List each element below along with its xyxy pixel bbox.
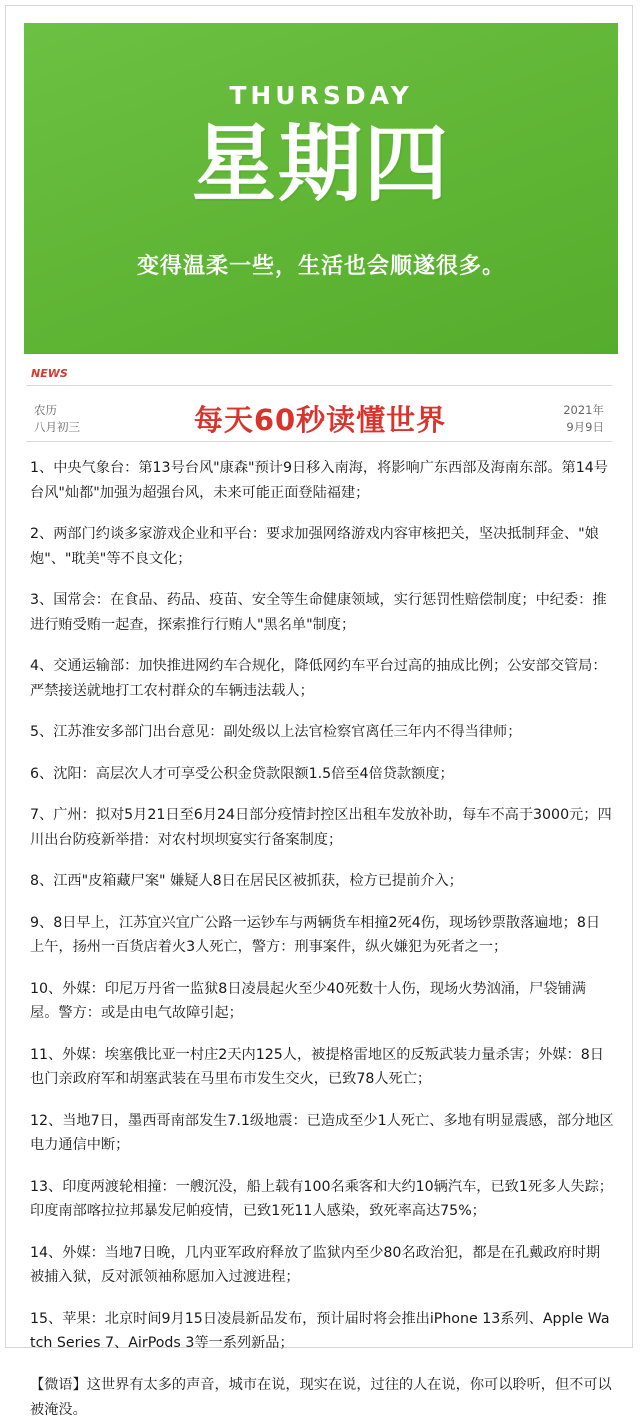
news-item: 3、国常会：在食品、药品、疫苗、安全等生命健康领域，实行惩罚性赔偿制度；中纪委：推进行贿受贿一起查，探索推行行贿人"黑名单"制度；	[30, 592, 607, 633]
news-item: 10、外媒：印尼万丹省一监狱8日凌晨起火至少40死数十人伤，现场火势汹涌，尸袋铺满屋。警方：或是由电气故障引起；	[30, 980, 586, 1021]
page-title: 每天60秒读懂世界	[193, 403, 447, 437]
lunar-day: 八月初三	[34, 420, 80, 434]
news-item: 4、交通运输部：加快推进网约车合规化，降低网约车平台过高的抽成比例；公安部交管局：严禁接送就地打工农村群众的车辆违法载人；	[30, 658, 607, 699]
lunar-label: 农历	[34, 403, 57, 417]
news-item: 5、江苏淮安多部门出台意见：副处级以上法官检察官离任三年内不得当律师；	[30, 724, 522, 740]
news-item: 8、江西"皮箱藏尸案" 嫌疑人8日在居民区被抓获，检方已提前介入；	[30, 873, 463, 889]
news-tag: NEWS	[31, 367, 68, 380]
news-list	[30, 456, 614, 1423]
news-item: 9、8日早上，江苏宜兴宜广公路一运钞车与两辆货车相撞2死4伤，现场钞票散落遍地；8日上午，扬州一百货店着火3人死亡，警方：刑事案件，纵火嫌犯为死者之一；	[30, 914, 601, 955]
publish-year: 2021年	[563, 403, 604, 417]
weekday-english: THURSDAY	[229, 81, 413, 110]
news-item: 11、外媒：埃塞俄比亚一村庄2天内125人，被提格雷地区的反叛武装力量杀害；外媒：8日也门亲政府军和胡塞武装在马里布市发生交火，已致78人死亡；	[30, 1046, 604, 1087]
divider-top	[26, 385, 612, 386]
news-item: 1、中央气象台：第13号台风"康森"预计9日移入南海，将影响广东西部及海南东部。第14号台风"灿都"加强为超强台风，未来可能正面登陆福建；	[30, 460, 608, 501]
news-item: 7、广州：拟对5月21日至6月24日部分疫情封控区出租车发放补助，每车不高于3000元；四川出台防疫新举措：对农村坝坝宴实行备案制度；	[30, 807, 612, 848]
weekday-chinese: 星期四	[191, 115, 450, 213]
news-item: 2、两部门约谈多家游戏企业和平台：要求加强网络游戏内容审核把关，坚决抵制拜金、"娘炮"、"耽美"等不良文化；	[30, 526, 599, 567]
news-item: 13、印度两渡轮相撞：一艘沉没，船上载有100名乘客和大约10辆汽车，已致1死多人失踪；印度南部喀拉拉邦暴发尼帕疫情，已致1死11人感染，致死率高达75%；	[30, 1178, 613, 1219]
news-item: 12、当地7日，墨西哥南部发生7.1级地震：已造成至少1人死亡、多地有明显震感，部分地区电力通信中断；	[30, 1112, 614, 1153]
news-item: 15、苹果：北京时间9月15日凌晨新品发布，预计届时将会推出iPhone 13系列、Apple Watch Series 7、AirPods 3等一系列新品；	[30, 1310, 610, 1351]
news-item: 6、沈阳：高层次人才可享受公积金贷款限额1.5倍至4倍贷款额度；	[30, 765, 454, 782]
publish-month-day: 9月9日	[566, 420, 604, 434]
hero-banner	[24, 23, 618, 354]
banner-slogan: 变得温柔一些，生活也会顺遂很多。	[136, 254, 505, 279]
daily-quote: 【微语】这世界有太多的声音，城市在说，现实在说，过往的人在说，你可以聆听，但不可以被淹没。	[30, 1376, 612, 1418]
publish-date	[563, 402, 604, 436]
divider-bottom	[26, 441, 612, 442]
news-item: 14、外媒：当地7日晚，几内亚军政府释放了监狱内至少80名政治犯，都是在孔戴政府时期被捕入狱，反对派领袖称愿加入过渡进程；	[30, 1244, 601, 1285]
